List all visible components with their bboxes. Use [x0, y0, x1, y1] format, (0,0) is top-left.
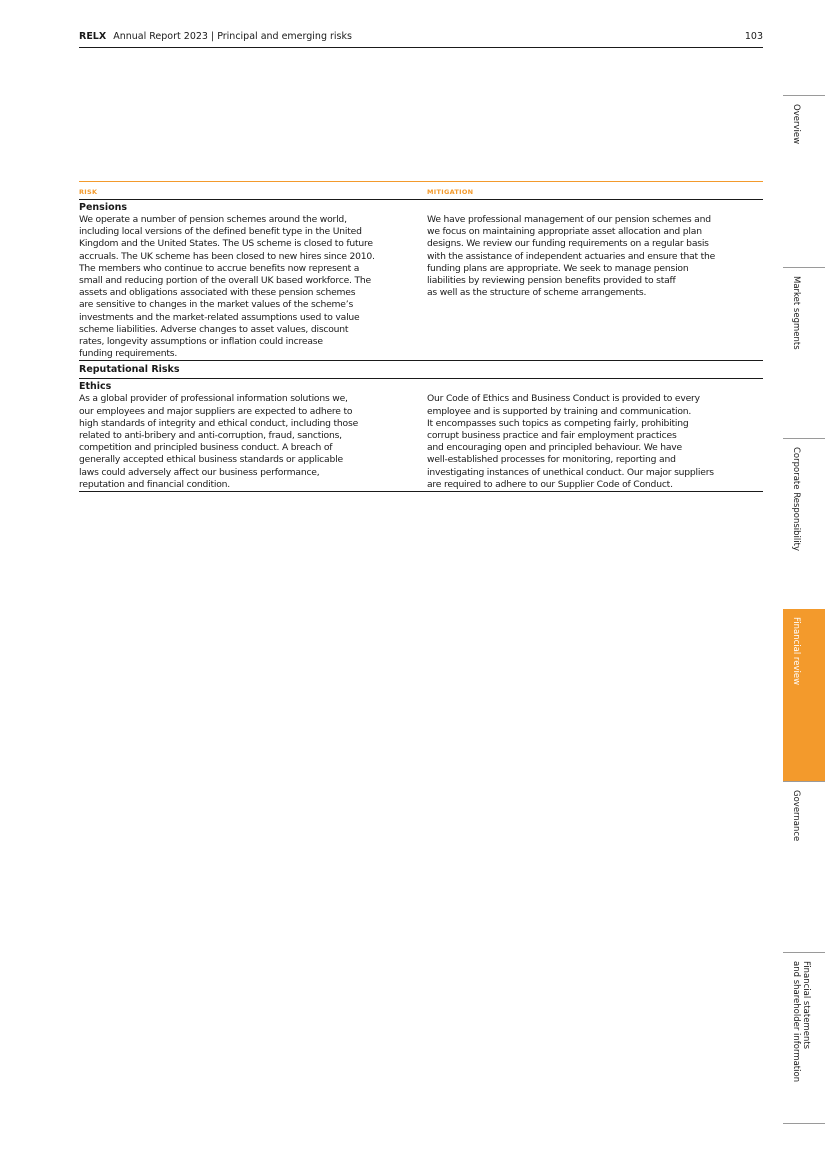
risk-column-header: RISK — [79, 188, 98, 196]
mitigation-column-header: MITIGATION — [427, 188, 474, 196]
row-title: Pensions — [79, 202, 128, 213]
column-headers — [79, 181, 763, 200]
side-tab-corporate-responsibility[interactable] — [783, 438, 825, 609]
side-tab-label: Overview — [791, 104, 801, 145]
side-tab-financial-statements[interactable] — [783, 952, 825, 1124]
section-title: Reputational Risks — [79, 361, 763, 379]
page-number: 103 — [744, 31, 763, 42]
brand-name: RELX — [79, 31, 107, 42]
risk-cell: We operate a number of pension schemes around the world, including local versions of the defined benefit type in the United Kingdom and the United States. The US scheme is closed to future accruals. The UK scheme has been closed to new hires since 2010. The members who continue to accrue benefits now represent a small and reducing portion of the overall UK based workforce. The assets and obligations associated with these pension schemes are sensitive to changes in the market values of the scheme’s investments and the market-related assumptions used to value scheme liabilities. Adverse changes to asset values, discount rates, longevity assumptions or inflation could increase funding requirements. — [79, 214, 375, 360]
page-header — [79, 31, 763, 48]
side-tab-governance[interactable] — [783, 781, 825, 952]
side-tab-label: Governance — [791, 790, 801, 842]
side-tab-label: Financial review — [791, 617, 801, 686]
side-tab-overview[interactable] — [783, 95, 825, 267]
table-row-pensions — [79, 200, 763, 361]
side-tab-market-segments[interactable] — [783, 267, 825, 438]
row-title: Ethics — [79, 381, 112, 393]
risk-cell: As a global provider of professional information solutions we, our employees and major suppliers are expected to adhere to high standards of integrity and ethical conduct, including those related to anti-bribery and anti-corruption, fraud, sanctions, competition and principled business conduct. A breach of generally accepted ethical business standards or applicable laws could adversely affect our business performance, reputation and financial condition. — [79, 393, 359, 490]
risk-table — [79, 181, 763, 492]
side-tab-label: Corporate Responsibility — [791, 447, 801, 551]
side-tab-label: Financial statements and shareholder information — [791, 961, 811, 1083]
table-row-ethics — [79, 379, 763, 492]
report-title: Annual Report 2023 | Principal and emerging risks — [113, 31, 352, 42]
side-tab-financial-review[interactable] — [783, 609, 825, 781]
mitigation-cell: Our Code of Ethics and Business Conduct is provided to every employee and is supported by training and communication. It encompasses such topics as competing fairly, prohibiting corrupt business practice and fair employment practices and encouraging open and principled behaviour. We have well-established processes for monitoring, reporting and investigating instances of unethical conduct. Our major suppliers are required to adhere to our Supplier Code of Conduct. — [427, 393, 714, 490]
mitigation-cell: We have professional management of our pension schemes and we focus on maintaining appropriate asset allocation and plan designs. We review our funding requirements on a regular basis with the assistance of independent actuaries and ensure that the funding plans are appropriate. We seek to manage pension liabilities by reviewing pension benefits provided to staff as well as the structure of scheme arrangements. — [427, 214, 716, 299]
side-tab-label: Market segments — [791, 276, 801, 350]
